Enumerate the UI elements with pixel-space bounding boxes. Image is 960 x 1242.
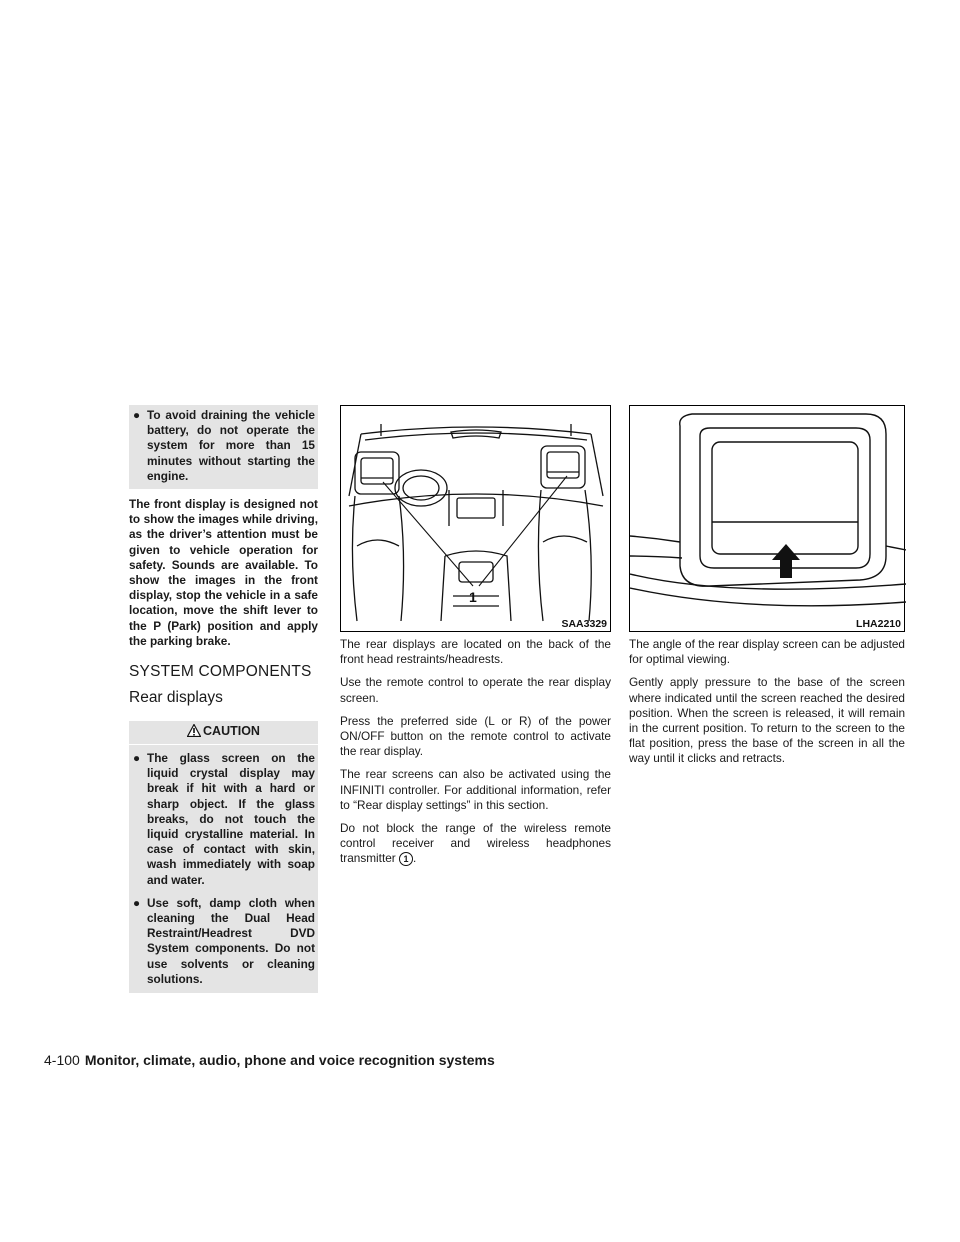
paragraph: Press the preferred side (L or R) of the power ON/OFF button on the remote control to activate the rear display. xyxy=(340,713,611,759)
caution-bullet xyxy=(133,896,315,987)
figure-caption: LHA2210 xyxy=(856,618,901,630)
chapter-title: Monitor, climate, audio, phone and voice recognition systems xyxy=(84,1052,495,1068)
paragraph-text: Do not block the range of the wireless remote control receiver and wireless headphones transmitter xyxy=(340,821,611,866)
middle-column xyxy=(340,405,611,875)
subheading: Rear displays xyxy=(129,689,223,707)
paragraph: The rear displays are located on the back of the front head restraints/headrests. xyxy=(340,637,611,667)
headrest-screen-illustration xyxy=(630,406,906,631)
battery-warning-box xyxy=(129,405,318,489)
paragraph: Gently apply pressure to the base of the screen where indicated until the screen reached the desired position. When the screen is released, it will remain in the current position. To return to the screen to the flat position, press the base of the screen in all the way until it clicks and retracts. xyxy=(629,675,905,766)
page-number: 4-100 xyxy=(44,1052,80,1068)
battery-warning-bullet xyxy=(133,408,315,484)
bullet-dot: ● xyxy=(133,751,141,766)
right-column xyxy=(629,405,905,775)
caution-title: CAUTION xyxy=(203,724,260,739)
caution-box xyxy=(129,721,318,993)
warning-triangle-icon xyxy=(187,724,201,740)
paragraph: The angle of the rear display screen can be adjusted for optimal viewing. xyxy=(629,637,905,667)
caution-bullet xyxy=(133,751,315,888)
bullet-dot: ● xyxy=(133,895,141,910)
paragraph xyxy=(340,821,611,867)
screen-angle-figure xyxy=(629,405,905,632)
caution-header xyxy=(129,721,318,745)
page-footer xyxy=(44,1052,495,1068)
bullet-dot: ● xyxy=(133,408,141,422)
caution-bullet-text: The glass screen on the liquid crystal display may break if hit with a hard or sharp object. If the glass breaks, do not touch the liquid crystalline material. In case of contact with skin, wash immediately with soap and water. xyxy=(147,751,315,887)
caution-bullet-text: Use soft, damp cloth when cleaning the Dual Head Restraint/Headrest DVD System components. Do not use solvents or cleaning solutions. xyxy=(147,895,315,986)
rear-displays-figure xyxy=(340,405,611,632)
paragraph: Use the remote control to operate the rear display screen. xyxy=(340,675,611,705)
front-display-paragraph: The front display is designed not to show the images while driving, as the driver’s attention must be given to vehicle operation for safety. Sounds are available. To show the images in the front display, stop the vehicle in a safe location, move the shift lever to the P (Park) position and apply the parking brake. xyxy=(129,497,318,648)
left-column xyxy=(129,405,318,993)
vehicle-interior-illustration xyxy=(341,406,612,631)
callout-number: 1 xyxy=(469,589,477,605)
callout-circle-icon: 1 xyxy=(399,852,413,866)
paragraph-end: . xyxy=(413,851,417,866)
section-heading: SYSTEM COMPONENTS xyxy=(129,663,312,681)
caution-body xyxy=(129,745,318,993)
paragraph: The rear screens can also be activated using the INFINITI controller. For additional information, refer to “Rear display settings” in this section. xyxy=(340,767,611,812)
figure-caption: SAA3329 xyxy=(561,618,607,630)
battery-warning-text: To avoid draining the vehicle battery, do not operate the system for more than 15 minutes without starting the engine. xyxy=(147,408,315,483)
